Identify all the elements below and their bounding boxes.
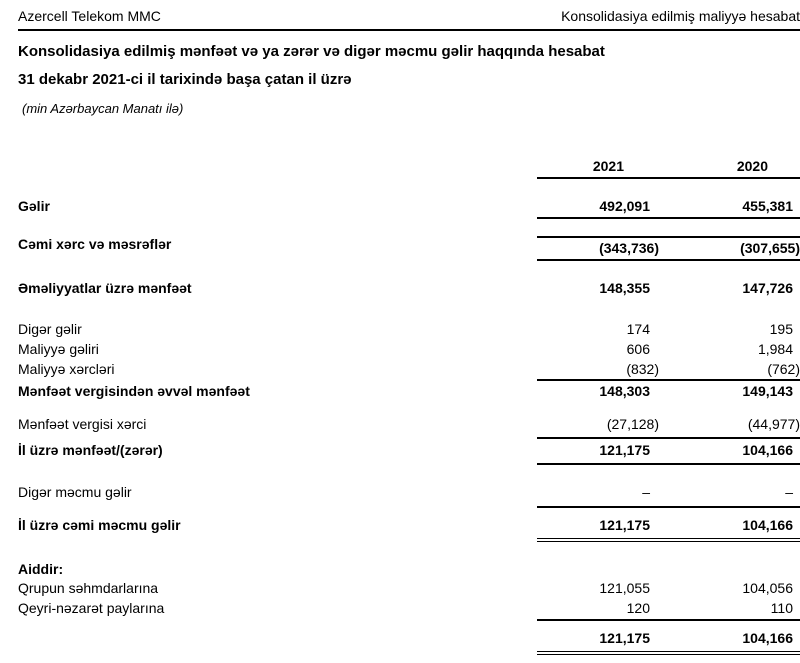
value-2020: 104,166 [742, 517, 793, 533]
value-2020: 104,166 [742, 442, 793, 458]
table-row [18, 517, 800, 542]
value-2021: 120 [626, 600, 650, 616]
row-label: Cəmi xərc və məsrəflər [18, 236, 172, 252]
column-header-2020: 2020 [736, 158, 768, 174]
value-2020: (44,977) [747, 416, 800, 432]
value-2021: 148,303 [599, 383, 650, 399]
row-label: Aiddir: [18, 561, 64, 577]
value-2020: 195 [769, 321, 793, 337]
value-2021: 148,355 [599, 280, 650, 296]
table-row [18, 198, 800, 219]
row-label: Maliyyə xərcləri [18, 361, 115, 377]
value-2020: (762) [767, 361, 800, 377]
table-row [18, 561, 800, 577]
currency-note: (min Azərbaycan Manatı ilə) [22, 101, 184, 116]
table-row [18, 361, 800, 381]
table-row [18, 442, 800, 465]
table-row [18, 341, 800, 357]
page-header [18, 0, 800, 31]
value-2021: 174 [626, 321, 650, 337]
row-label: Qrupun səhmdarlarına [18, 580, 159, 596]
table-row [18, 236, 800, 261]
value-2021: 492,091 [599, 198, 650, 214]
value-2020: 147,726 [742, 280, 793, 296]
value-2021: 121,055 [599, 580, 650, 596]
row-label: Gəlir [18, 198, 50, 214]
row-label: Digər məcmu gəlir [18, 484, 132, 500]
row-label: İl üzrə cəmi məcmu gəlir [18, 517, 181, 533]
document-subtitle: 31 dekabr 2021-ci il tarixində başa çatan il üzrə [18, 71, 352, 88]
value-2020: (307,655) [740, 240, 800, 256]
value-2021: – [642, 484, 650, 500]
document-title: Konsolidasiya edilmiş mənfəət və ya zərər və digər məcmu gəlir haqqında hesabat [18, 43, 605, 60]
table-row [18, 416, 800, 439]
table-row [18, 383, 800, 399]
value-2021: 121,175 [599, 442, 650, 458]
value-2021: 121,175 [599, 517, 650, 533]
table-row [18, 600, 800, 621]
table-header-row [18, 158, 800, 179]
table-row [18, 630, 800, 655]
row-label [18, 630, 537, 655]
value-2021 [537, 561, 662, 577]
value-2020: 104,056 [742, 580, 793, 596]
row-label: Əməliyyatlar üzrə mənfəət [18, 280, 192, 296]
value-2020: 1,984 [757, 341, 793, 357]
row-label: Mənfəət vergisindən əvvəl mənfəət [18, 383, 250, 399]
report-type-header: Konsolidasiya edilmiş maliyyə hesabat [561, 8, 800, 24]
value-2021: (343,736) [599, 240, 659, 256]
row-label: İl üzrə mənfəət/(zərər) [18, 442, 163, 458]
row-label: Mənfəət vergisi xərci [18, 416, 147, 432]
value-2021: 606 [626, 341, 650, 357]
table-row [18, 484, 800, 508]
company-name: Azercell Telekom MMC [18, 8, 161, 24]
row-label: Digər gəlir [18, 321, 82, 337]
row-label: Qeyri-nəzarət paylarına [18, 600, 165, 616]
table-row [18, 321, 800, 337]
value-2020 [662, 561, 800, 577]
value-2021: (832) [626, 361, 659, 377]
row-label: Maliyyə gəliri [18, 341, 99, 357]
column-header-2021: 2021 [592, 158, 624, 174]
value-2020: – [785, 484, 793, 500]
value-2020: 104,166 [742, 630, 793, 646]
value-2020: 455,381 [742, 198, 793, 214]
table-row [18, 280, 800, 296]
income-statement-table [18, 158, 800, 655]
value-2021: 121,175 [599, 630, 650, 646]
table-row [18, 580, 800, 596]
value-2020: 110 [770, 600, 793, 616]
value-2021: (27,128) [606, 416, 659, 432]
value-2020: 149,143 [742, 383, 793, 399]
